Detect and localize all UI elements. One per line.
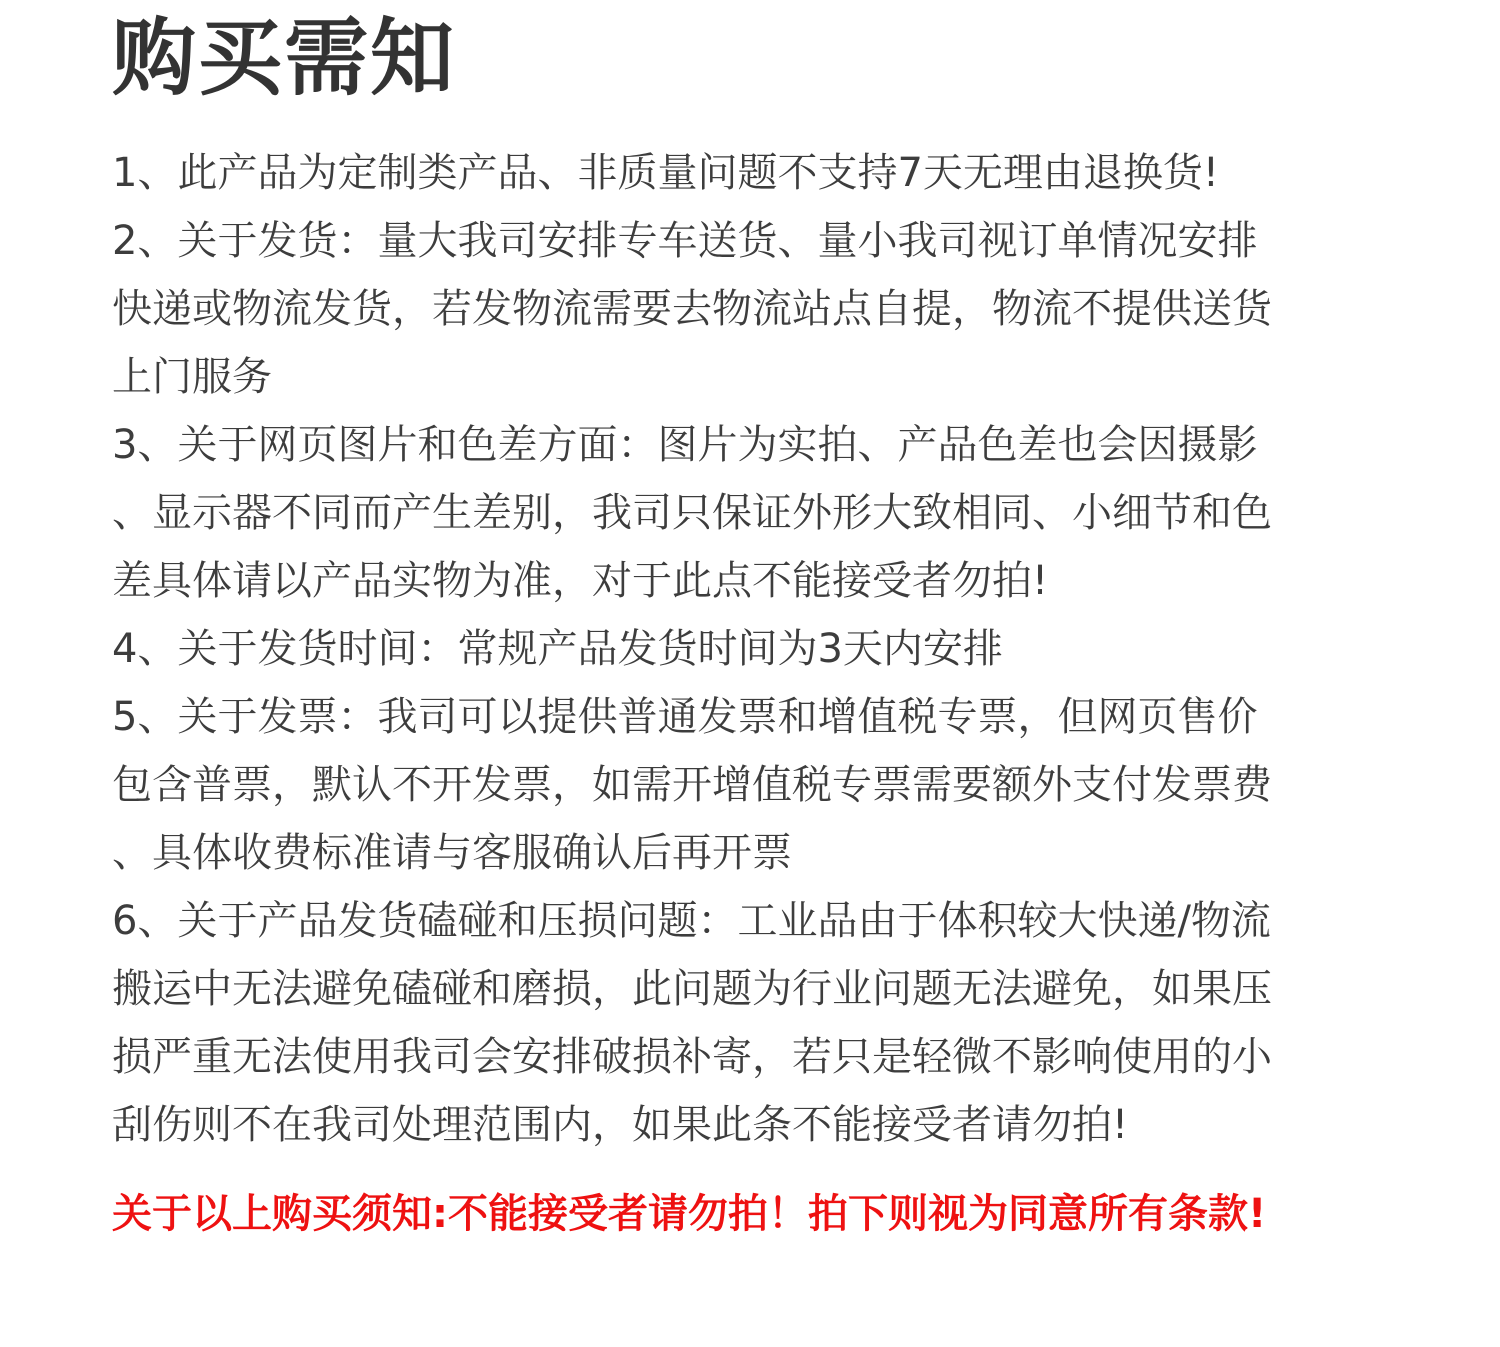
notice-line: 1、此产品为定制类产品、非质量问题不支持7天无理由退换货! bbox=[112, 150, 1219, 196]
notice-line: 刮伤则不在我司处理范围内，如果此条不能接受者请勿拍! bbox=[112, 1102, 1129, 1148]
notice-line: 6、关于产品发货磕碰和压损问题：工业品由于体积较大快递/物流 bbox=[112, 898, 1271, 944]
notice-line: 快递或物流发货，若发物流需要去物流站点自提，物流不提供送货 bbox=[112, 286, 1272, 332]
notice-line: 差具体请以产品实物为准，对于此点不能接受者勿拍! bbox=[112, 558, 1049, 604]
notice-list bbox=[112, 139, 1352, 1159]
notice-line: 上门服务 bbox=[112, 354, 272, 400]
notice-line: 3、关于网页图片和色差方面：图片为实拍、产品色差也会因摄影 bbox=[112, 422, 1258, 468]
notice-line: 2、关于发货：量大我司安排专车送货、量小我司视订单情况安排 bbox=[112, 218, 1258, 264]
agreement-warning: 关于以上购买须知:不能接受者请勿拍！拍下则视为同意所有条款! bbox=[112, 1191, 1267, 1237]
notice-line: 、具体收费标准请与客服确认后再开票 bbox=[112, 830, 792, 876]
notice-line: 搬运中无法避免磕碰和磨损，此问题为行业问题无法避免，如果压 bbox=[112, 966, 1272, 1012]
notice-line: 4、关于发货时间：常规产品发货时间为3天内安排 bbox=[112, 626, 1003, 672]
notice-line: 损严重无法使用我司会安排破损补寄，若只是轻微不影响使用的小 bbox=[112, 1034, 1272, 1080]
notice-line: 、显示器不同而产生差别，我司只保证外形大致相同、小细节和色 bbox=[112, 490, 1272, 536]
notice-line: 5、关于发票：我司可以提供普通发票和增值税专票，但网页售价 bbox=[112, 694, 1258, 740]
page-title: 购买需知 bbox=[112, 9, 457, 107]
notice-line: 包含普票，默认不开发票，如需开增值税专票需要额外支付发票费 bbox=[112, 762, 1272, 808]
